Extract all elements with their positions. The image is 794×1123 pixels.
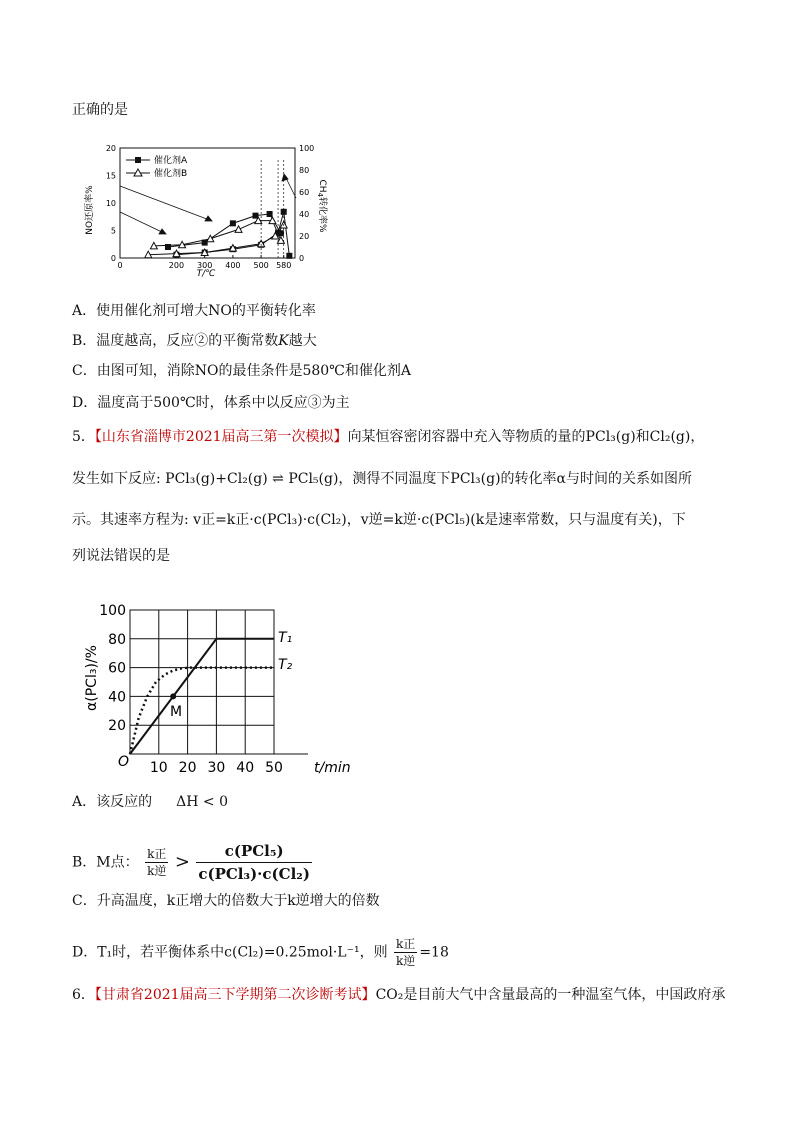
- chart1-ytick-right-label: 60: [299, 188, 310, 197]
- q5-line4: 列说法错误的是: [72, 548, 170, 564]
- q5-line2: 发生如下反应: PCl₃(g)+Cl₂(g) ⇌ PCl₅(g)，测得不同温度下PCl₃(g)的转化率α与时间的关系如图所: [72, 471, 692, 487]
- chart2-xtick-label: 10: [149, 760, 168, 776]
- chart1-ylabel-right: $CH_4$转化率%: [316, 179, 327, 233]
- q4-option-b: B．温度越高，反应②的平衡常数K越大: [72, 333, 317, 349]
- chart2-xtick-label: 30: [207, 760, 226, 776]
- q4-option-a: A．使用催化剂可增大NO的平衡转化率: [72, 303, 316, 319]
- chart1-xtick-label: 500: [253, 261, 269, 270]
- chart2-ytick-label: 80: [108, 631, 126, 648]
- chart1-xtick-label: 300: [197, 261, 213, 270]
- chart2-xtick-label: 20: [178, 760, 197, 776]
- chart1-ytick-right-label: 20: [299, 232, 310, 241]
- chart1-point-b: [235, 226, 242, 233]
- q4-option-d: D．温度高于500℃时，体系中以反应③为主: [72, 395, 350, 411]
- q5-line1: 5．【山东省淄博市2021届高三第一次模拟】向某恒容密闭容器中充入等物质的量的PCl₃(g)和Cl₂(g)，: [72, 429, 705, 445]
- legend-b-label: 催化剂B: [154, 169, 188, 179]
- chart1-series-line: [148, 225, 283, 255]
- q5-source: 【山东省淄博市2021届高三第一次模拟】: [94, 429, 348, 445]
- q5-option-c: C．升高温度，k正增大的倍数大于k逆增大的倍数: [72, 893, 380, 909]
- chart1-ytick-left-label: 0: [110, 254, 116, 263]
- chart1-ytick-left-label: 20: [105, 144, 116, 153]
- chart1-xtick-label: 400: [225, 261, 241, 270]
- chart1-point-b: [207, 235, 214, 242]
- chart1-legend: [126, 154, 188, 179]
- chart1-xlabel: T/℃: [196, 269, 216, 279]
- chart2-ytick-label: 60: [108, 660, 126, 677]
- chart1-ytick-right-label: 80: [299, 166, 310, 175]
- q6-line1: 6．【甘肃省2021届高三下学期第二次诊断考试】CO₂是目前大气中含量最高的一种温室气体，中国政府承: [72, 987, 726, 1003]
- chart2-series-t2: [130, 668, 274, 754]
- chart1-ytick-right-label: 40: [299, 210, 310, 219]
- chart2-frame: [130, 610, 274, 754]
- chart2-origin: O: [118, 754, 130, 770]
- chart-pcl3-conversion: [82, 598, 351, 778]
- intro-text: 正确的是: [72, 102, 128, 118]
- chart2-ytick-label: 40: [108, 689, 126, 706]
- q4-option-c: C．由图可知，消除NO的最佳条件是580℃和催化剂A: [72, 363, 411, 379]
- q6-source: 【甘肃省2021届高三下学期第二次诊断考试】: [94, 987, 376, 1003]
- chart1-point-a: [286, 253, 292, 259]
- chart1-point-a: [230, 220, 236, 226]
- chart1-xtick-label: 0: [117, 261, 123, 270]
- chart2-ytick-label: 100: [99, 603, 126, 619]
- legend-a-label: 催化剂A: [154, 156, 188, 166]
- q5-line3: 示。其速率方程为: v正=k正·c(PCl₃)·c(Cl₂)，v逆=k逆·c(PCl₅)(k是速率常数，只与温度有关)，下: [72, 512, 686, 528]
- chart1-xtick-label: 580: [276, 261, 292, 270]
- chart2-xtick-label: 40: [236, 760, 255, 776]
- chart2-xtick-label: 50: [265, 760, 283, 776]
- chart1-xtick-label: 200: [168, 261, 185, 270]
- chart2-point-m: [170, 693, 176, 699]
- chart-no-reduction: [78, 138, 338, 278]
- chart2-ytick-label: 20: [108, 718, 126, 735]
- chart1-point-a: [267, 211, 273, 217]
- chart1-ytick-left-label: 5: [110, 226, 116, 236]
- q5-option-b: B．M点： $\frac{\text{k正}}{\text{k逆}}$ > $\frac{\text{c(PCl₅)}}{\text{c(PCl₃)·c(Cl₂)}}$: [72, 842, 310, 883]
- chart2-point-m-label: M: [170, 704, 183, 720]
- chart2-t2-label: T₂: [278, 657, 293, 673]
- chart1-ylabel-left: NO还原率%: [85, 185, 95, 235]
- chart2-ylabel: α(PCl₃)/%: [84, 645, 100, 711]
- chart1-arrows: [120, 174, 296, 234]
- chart1-ytick-right-label: 100: [299, 144, 315, 153]
- chart1-ytick-left-label: 10: [105, 199, 116, 208]
- q5-option-d: D．T₁时，若平衡体系中c(Cl₂)=0.25mol·L⁻¹，则 $\frac{\text{k正}}{\text{k逆}}$ =18: [72, 937, 449, 968]
- q5-option-a: A．该反应的 ΔH < 0: [72, 794, 228, 810]
- chart2-t1-label: T₁: [278, 630, 293, 646]
- legend-a-marker: [135, 157, 141, 163]
- chart1-ytick-right-label: 0: [299, 254, 305, 263]
- chart2-xlabel: t/min: [314, 760, 351, 776]
- chart1-ytick-left-label: 15: [105, 171, 116, 181]
